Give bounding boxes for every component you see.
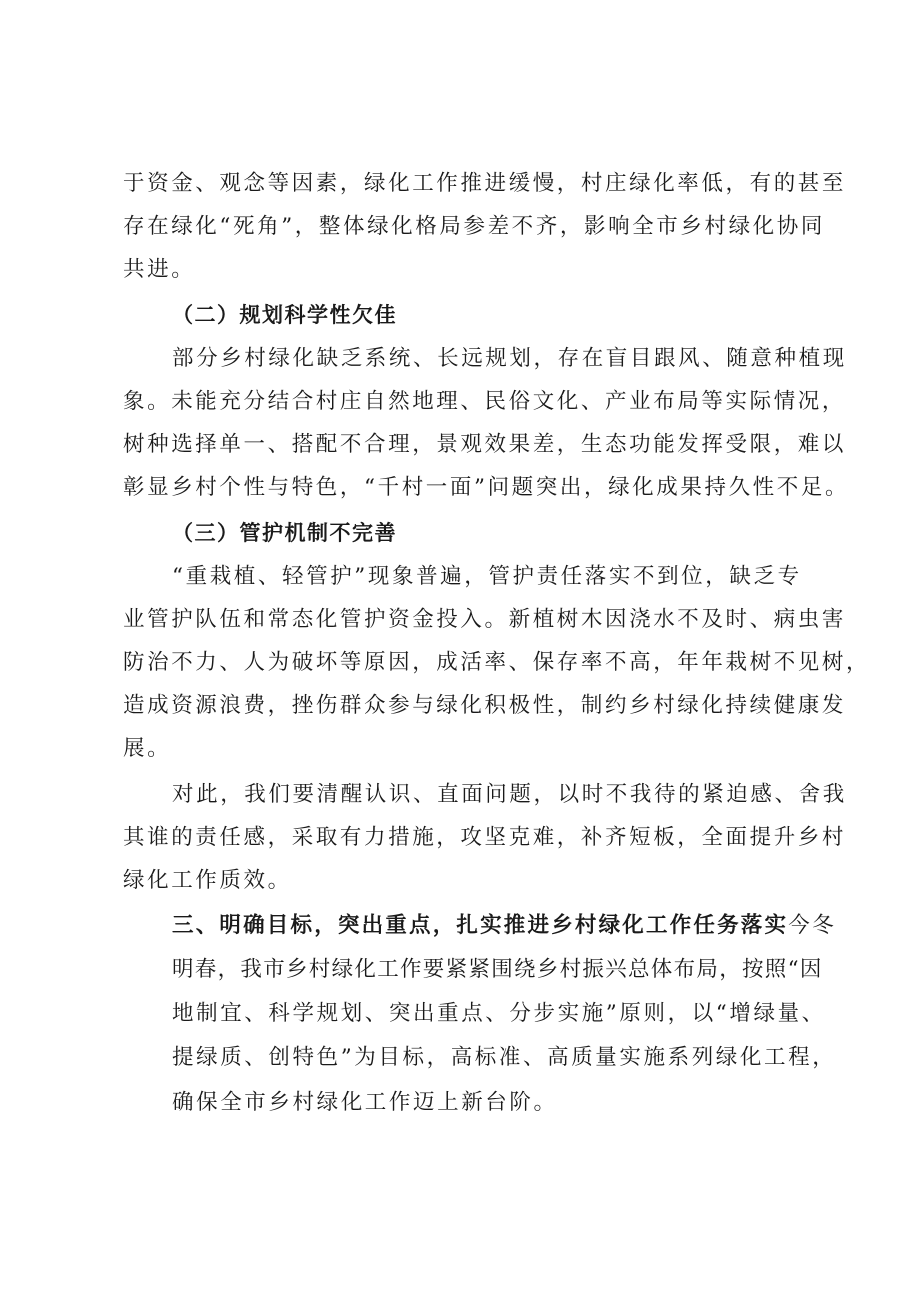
section-3-line-3: 提绿质、创特色”为目标，高标准、高质量实施系列绿化工程， [172, 1045, 837, 1070]
section-3-heading-line [172, 911, 836, 941]
paragraph-4-line-1: 对此，我们要清醒认识、直面问题，以时不我待的紧迫感、舍我 [172, 782, 847, 807]
section-3-line-1: 明春，我市乡村绿化工作要紧紧围绕乡村振兴总体布局，按照“因 [172, 957, 823, 982]
paragraph-4-line-2: 其谁的责任感，采取有力措施，攻坚克难，补齐短板，全面提升乡村 [123, 825, 847, 850]
paragraph-4-line-3: 绿化工作质效。 [123, 868, 292, 893]
paragraph-1-line-2: 存在绿化“死角”，整体绿化格局参差不齐，影响全市乡村绿化协同 [123, 214, 825, 239]
paragraph-2-line-1: 部分乡村绿化缺乏系统、长远规划，存在盲目跟风、随意种植现 [172, 346, 847, 371]
section-3-title-tail: 今冬 [788, 913, 837, 938]
paragraph-3-line-1: “重栽植、轻管护”现象普遍，管护责任落实不到位，缺乏专 [172, 564, 802, 589]
paragraph-3-line-2: 业管护队伍和常态化管护资金投入。新植树木因浇水不及时、病虫害 [123, 607, 847, 632]
paragraph-2-line-2: 象。未能充分结合村庄自然地理、民俗文化、产业布局等实际情况， [123, 389, 847, 414]
paragraph-2-line-4: 彰显乡村个性与特色，“千村一面”问题突出，绿化成果持久性不足。 [123, 475, 850, 500]
heading-2: （二）规划科学性欠佳 [172, 303, 397, 327]
paragraph-1-line-3: 共进。 [123, 257, 196, 282]
paragraph-2-line-3: 树种选择单一、搭配不合理，景观效果差，生态功能发挥受限，难以 [123, 432, 847, 457]
paragraph-3-line-5: 展。 [123, 736, 172, 761]
section-3-line-4: 确保全市乡村绿化工作迈上新台阶。 [172, 1090, 558, 1115]
paragraph-3-line-3: 防治不力、人为破坏等原因，成活率、保存率不高，年年栽树不见树， [123, 650, 871, 675]
section-3-title: 三、明确目标，突出重点，扎实推进乡村绿化工作任务落实 [172, 913, 789, 938]
heading-3: （三）管护机制不完善 [172, 521, 397, 545]
paragraph-1-line-1: 于资金、观念等因素，绿化工作推进缓慢，村庄绿化率低，有的甚至 [123, 171, 847, 196]
paragraph-3-line-4: 造成资源浪费，挫伤群众参与绿化积极性，制约乡村绿化持续健康发 [123, 693, 847, 718]
section-3-line-2: 地制宜、科学规划、突出重点、分步实施”原则，以“增绿量、 [172, 1001, 826, 1026]
